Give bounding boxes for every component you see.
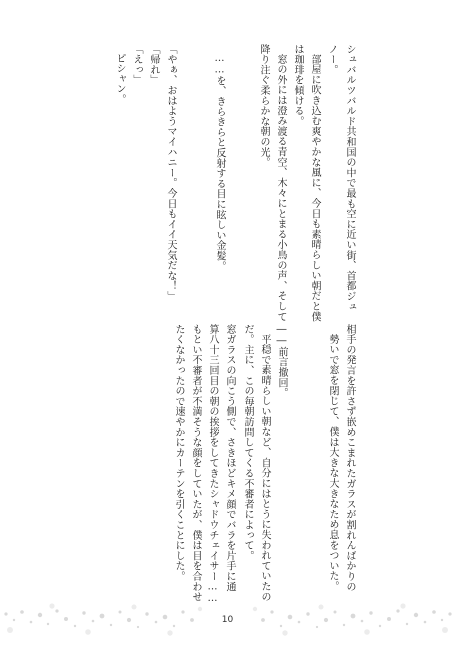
text-line: 相手の発言を許さず嵌めこまれたガラスが割れんばかりの <box>344 324 355 592</box>
text-line: 部屋に吹き込む爽やかな風に、今日も素晴らしい朝だと僕 <box>309 54 320 322</box>
text-line: ノー。 <box>326 44 337 75</box>
dialogue-line: 「やぁ、おはようマイハニー。今日もイイ天気だな！」 <box>165 44 176 302</box>
text-line: 窓の外には澄み渡る青空、木々にとまる小鳥の声、そして <box>275 54 286 322</box>
text-line: だ。主に、この毎朝訪問してくる不審者によって。 <box>242 324 253 561</box>
text-line: 算八十三回目の朝の挨拶をしてきたシャドウチェイサー…… <box>207 324 218 605</box>
dialogue-line: 「帰れ」 <box>148 44 159 86</box>
text-line: は珈琲を傾ける。 <box>292 44 303 127</box>
text-line: 窓ガラスの向こう側で、さきほどキメ顔でバラを片手に通 <box>224 324 235 592</box>
text-line: もとい不審者が不満そうな顔をしていたが、僕は目を合わせ <box>190 324 201 603</box>
text-line: シュバルツバルド共和国の中で最も空に近い街、首都ジュ <box>344 44 355 312</box>
text-line: 平穏で素晴らしい朝など、自分にはとうに失われていたの <box>259 334 270 602</box>
text-line: 降り注ぐ柔らかな朝の光。 <box>258 44 269 168</box>
page-number: 10 <box>221 615 234 625</box>
text-line: ピシャン。 <box>114 53 125 105</box>
text-line: たくなかったので速やかにカーテンを引くことにした。 <box>173 324 184 582</box>
text-line: ……を、きらきらと反射する目に眩しい金髪。 <box>214 53 225 272</box>
text-line: 勢いで窓を閉じて、僕は大きな大きなため息をついた。 <box>327 334 338 592</box>
text-line: ――前言撤回。 <box>276 324 287 399</box>
dialogue-line: 「えっ」 <box>131 44 142 86</box>
